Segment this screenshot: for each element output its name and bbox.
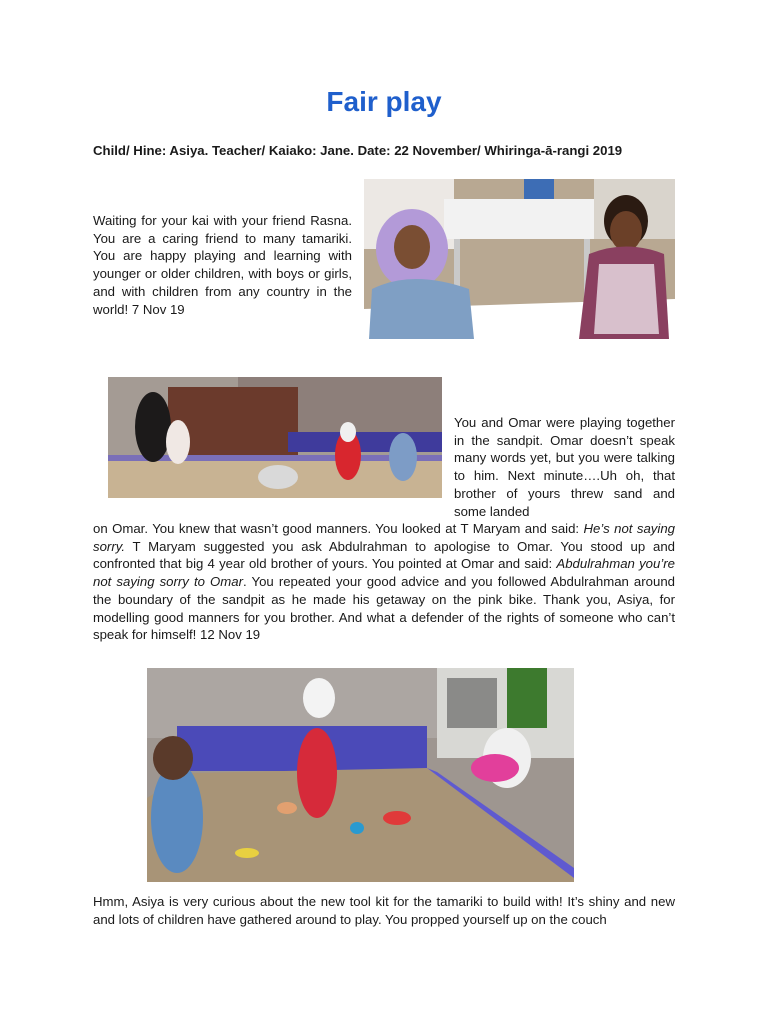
story-2-text-2: T Maryam suggested you ask Abdulrahman to apologise to Omar. You stood up and confronted that big 4 year old brother of yours. You pointed at Omar and said: bbox=[93, 538, 675, 572]
story-paragraph-3: Hmm, Asiya is very curious about the new tool kit for the tamariki to build with! It’s shiny and new and lots of children have gathered around to play. You propped yourself up on the couch bbox=[93, 894, 675, 927]
story-2-text-1: on Omar. You knew that wasn’t good manners. You looked at T Maryam and said: bbox=[93, 521, 584, 536]
page-title: Fair play bbox=[326, 86, 442, 117]
story-2-quote-2: Abdulrahman you’re not saying sorry to Omar bbox=[93, 556, 675, 590]
story-2-text-3: . You repeated your good advice and you followed Abdulrahman around the boundary of the sandpit as he made his getaway on the pink bike. Thank you, Asiya, for modelling good manners for you brother. And what a defender of the rights of someone who can’t speak for himself! 12 Nov 19 bbox=[93, 574, 675, 643]
story-meta: Child/ Hine: Asiya. Teacher/ Kaiako: Jane. Date: 22 November/ Whiringa-ā-rangi 2019 bbox=[93, 143, 623, 158]
story-paragraph-2-body bbox=[93, 520, 675, 644]
story-paragraph-2-intro: You and Omar were playing together in the sandpit. Omar doesn’t speak many words yet, but you were talking to him. Next minute….Uh oh, that brother of yours threw sand and some landed bbox=[454, 415, 675, 519]
photo-sandpit-deck bbox=[108, 377, 442, 498]
photo-sandpit-toys bbox=[147, 668, 574, 882]
story-paragraph-1: Waiting for your kai with your friend Rasna. You are a caring friend to many tamariki. You are happy playing and learning with younger or older children, with boys or girls, and with children from any country in the world! 7 Nov 19 bbox=[93, 213, 352, 317]
photo-girls-at-table bbox=[364, 179, 675, 348]
story-2-quote-1: He’s not saying sorry. bbox=[93, 521, 675, 554]
